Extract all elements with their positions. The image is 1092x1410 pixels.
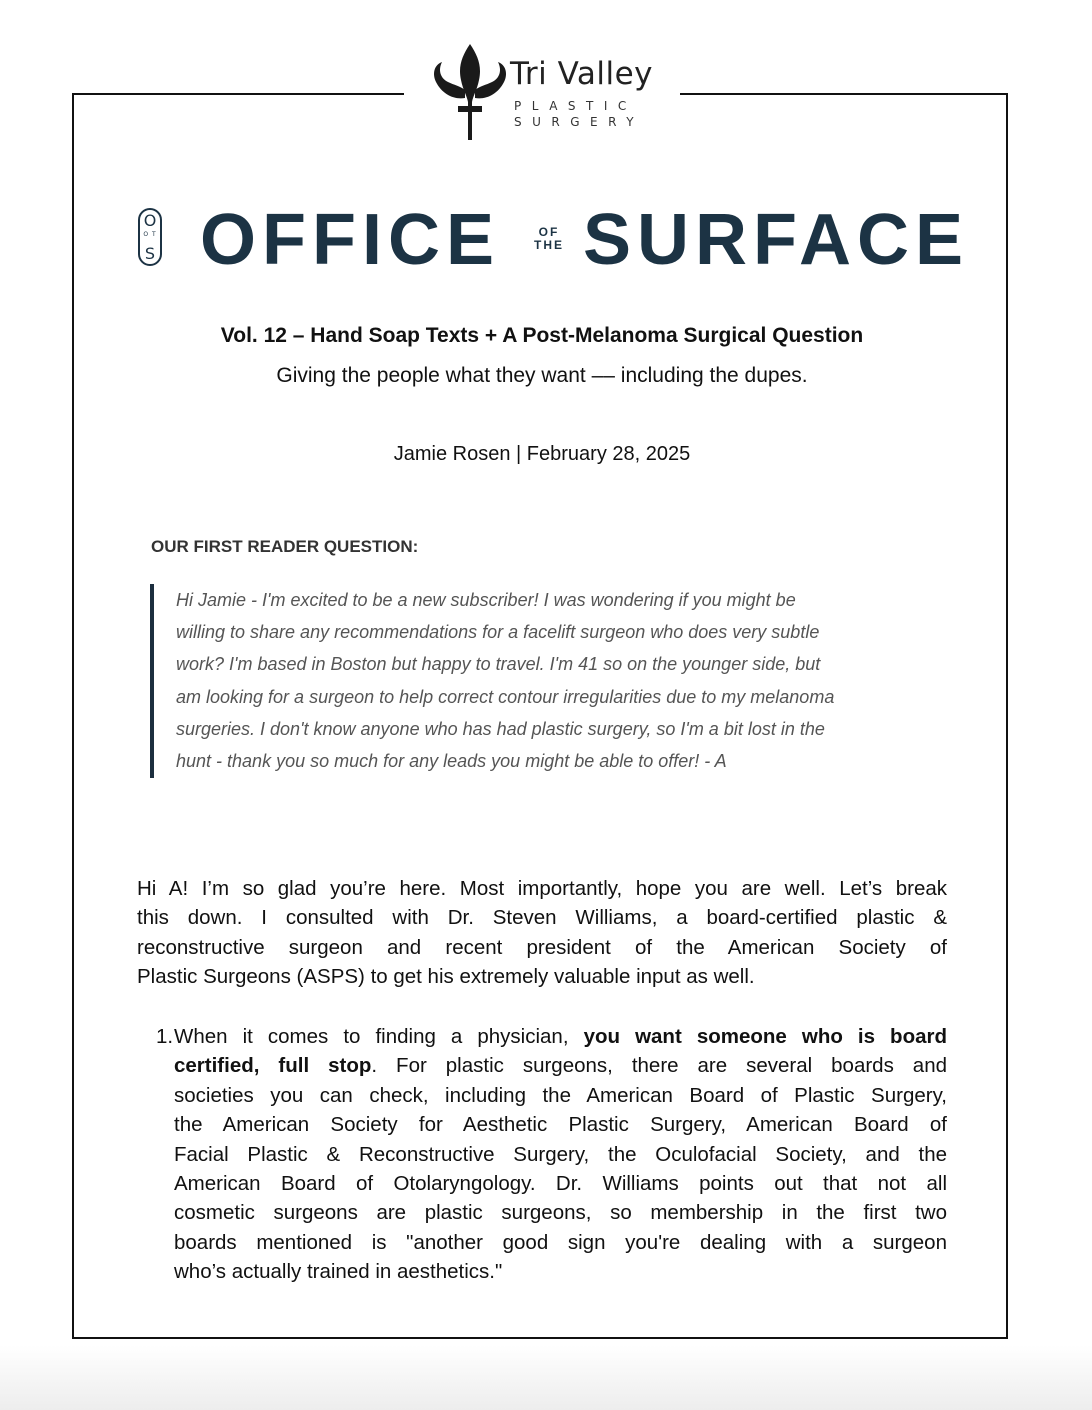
masthead-connector-the: THE <box>534 238 564 252</box>
badge-mid-letters: O T <box>143 231 157 238</box>
badge-top-letter: O <box>143 211 157 230</box>
point-emphasis: you want someone who is board <box>583 1025 948 1048</box>
reader-question-quote <box>150 584 950 778</box>
point-text: When it comes to finding a physician, <box>174 1025 569 1048</box>
answer-list-item <box>174 1022 947 1287</box>
paragraph-line: boards mentioned is "another good sign you're dealing with a surgeon <box>174 1230 947 1254</box>
point-emphasis: certified, full stop <box>174 1054 372 1078</box>
masthead-badge <box>138 208 162 266</box>
article-subtitle: Giving the people what they want –– including the dupes. <box>276 364 808 387</box>
quote-line: hunt - thank you so much for any leads you might be able to offer! - A <box>176 750 727 771</box>
quote-line: am looking for a surgeon to help correct contour irregularities due to my melanoma <box>176 686 835 707</box>
paragraph-line: cosmetic surgeons are plastic surgeons, so membership in the first two <box>174 1201 947 1225</box>
masthead-connector-of: OF <box>538 225 560 239</box>
paragraph-line: Plastic Surgeons (ASPS) to get his extremely valuable input as well. <box>137 965 755 989</box>
masthead-word-surface: SURFACE <box>583 200 970 280</box>
reader-question-heading: OUR FIRST READER QUESTION: <box>151 537 419 556</box>
paragraph-line <box>174 1051 947 1080</box>
newsletter-masthead <box>136 196 976 286</box>
paragraph-line: this down. I consulted with Dr. Steven Williams, a board-certified plastic & <box>137 906 947 930</box>
paragraph-line: reconstructive surgeon and recent president of the American Society of <box>137 935 947 959</box>
quote-line: surgeries. I don't know anyone who has had plastic surgery, so I'm a bit lost in the <box>176 718 825 739</box>
logo-wordmark: Tri Valley <box>510 56 654 92</box>
fleur-de-lis-icon <box>428 40 512 145</box>
page-bottom-shadow <box>0 1345 1092 1410</box>
tri-valley-logo <box>428 40 668 145</box>
masthead-word-office: OFFICE <box>200 200 500 280</box>
paragraph-line: American Board of Otolaryngology. Dr. Williams points out that not all <box>174 1171 947 1195</box>
logo-subtitle-line1: PLASTIC <box>514 99 637 113</box>
paragraph-line: who’s actually trained in aesthetics." <box>174 1260 503 1284</box>
logo-subtitle-line2: SURGERY <box>514 115 645 129</box>
quote-line: work? I'm based in Boston but happy to travel. I'm 41 so on the younger side, but <box>176 654 821 675</box>
paragraph-line: the American Society for Aesthetic Plastic Surgery, American Board of <box>174 1113 947 1137</box>
quote-line: willing to share any recommendations for a facelift surgeon who does very subtle <box>176 622 820 643</box>
paragraph-line: Facial Plastic & Reconstructive Surgery, the Oculofacial Society, and the <box>174 1142 947 1166</box>
badge-bottom-letter: S <box>144 244 156 263</box>
paragraph-line <box>174 1022 947 1051</box>
list-item-number: 1. <box>156 1025 174 1048</box>
masthead-connector <box>531 226 567 252</box>
article-title: Vol. 12 – Hand Soap Texts + A Post-Melanoma Surgical Question <box>220 324 864 347</box>
quote-line: Hi Jamie - I'm excited to be a new subscriber! I was wondering if you might be <box>176 590 796 610</box>
paragraph-line: Hi A! I’m so glad you’re here. Most importantly, hope you are well. Let’s break <box>137 877 947 900</box>
point-text: . For plastic surgeons, there are several boards and <box>371 1054 947 1078</box>
answer-intro-paragraph <box>137 874 947 992</box>
paragraph-line: societies you can check, including the American Board of Plastic Surgery, <box>174 1083 947 1107</box>
article-byline: Jamie Rosen | February 28, 2025 <box>393 443 691 465</box>
